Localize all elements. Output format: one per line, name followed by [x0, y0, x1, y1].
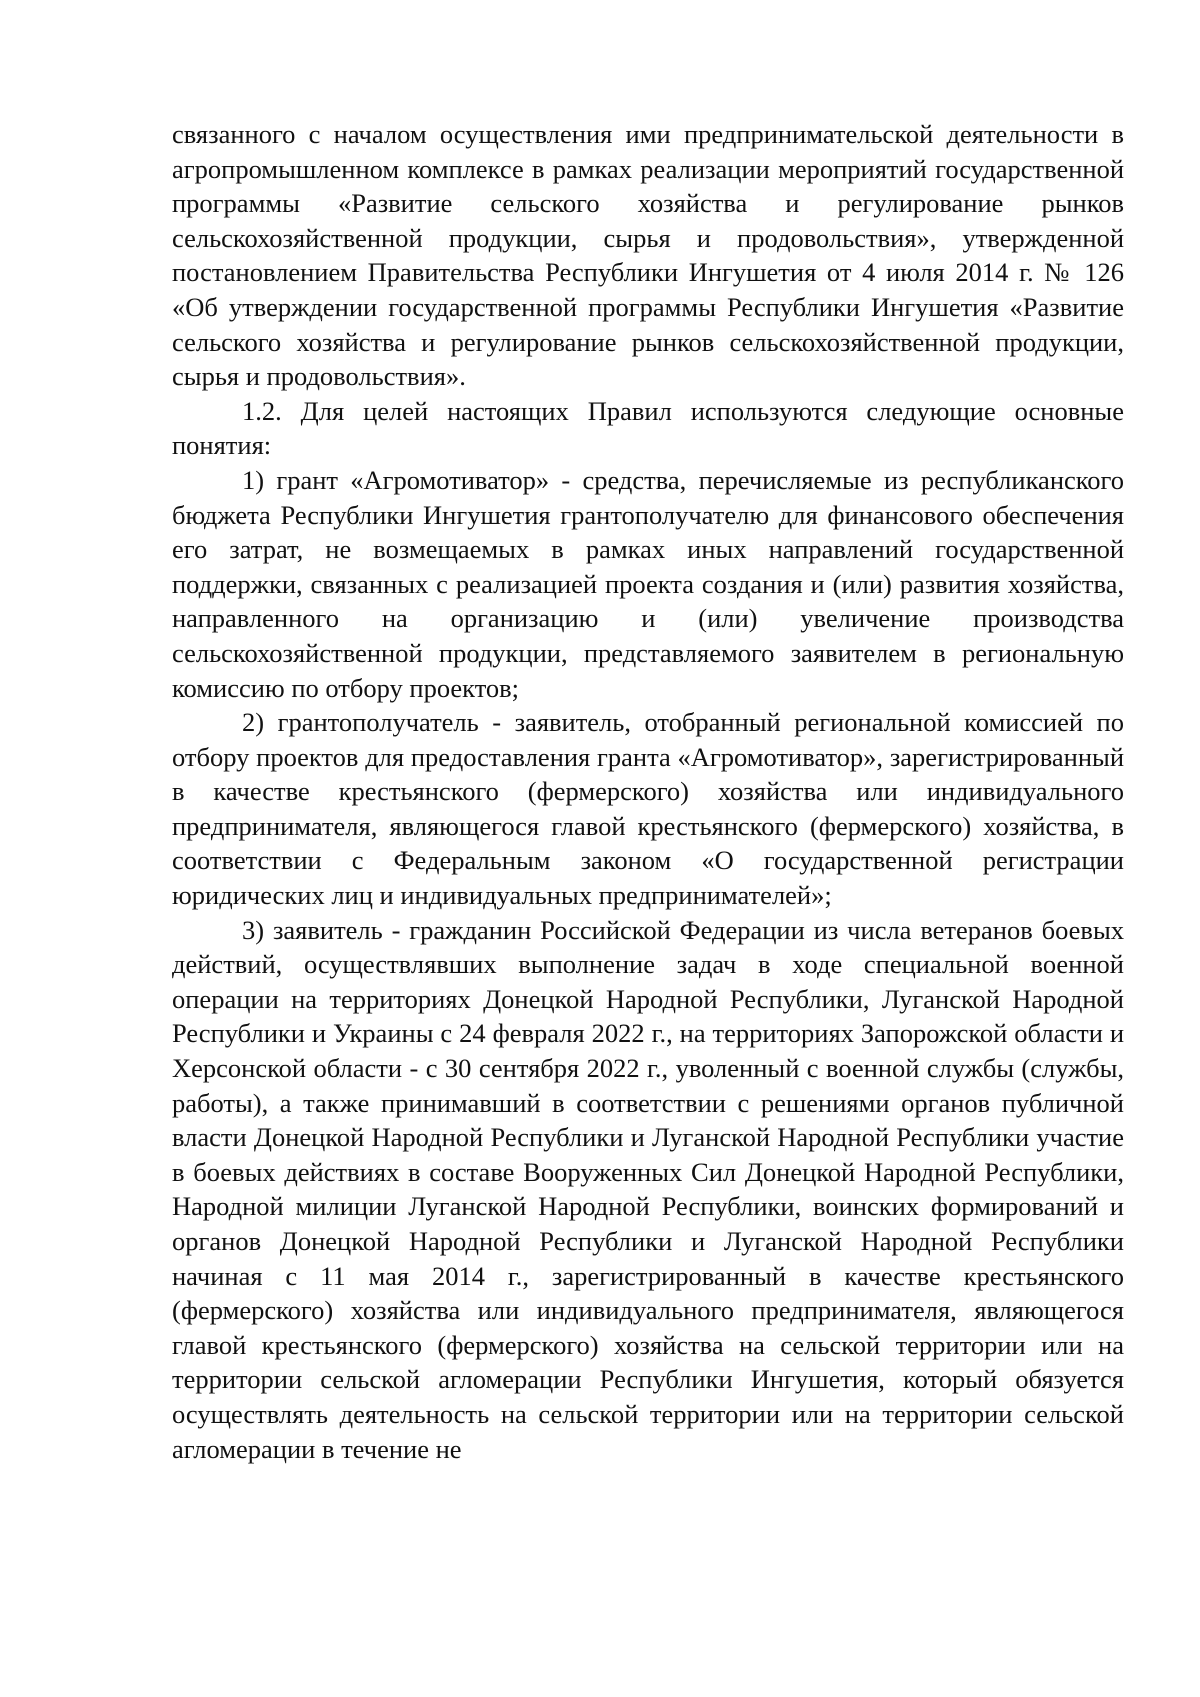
paragraph-continuation: связанного с началом осуществления ими предпринимательской деятельности в агропромышленном комплексе в рамках реализации мероприятий государственной программы «Развитие сельского хозяйства и регулирование рынков сельскохозяйственной продукции, сырья и продовольствия», утвержденной постановлением Правительства Республики Ингушетия от 4 июля 2014 г. № 126 «Об утверждении государственной программы Республики Ингушетия «Развитие сельского хозяйства и регулирование рынков сельскохозяйственной продукции, сырья и продовольствия». — [172, 119, 1124, 392]
paragraph-definition-grant-recipient: 2) грантополучатель - заявитель, отобранный региональной комиссией по отбору проектов для предоставления гранта «Агромотиватор», зарегистрированный в качестве крестьянского (фермерского) хозяйства или индивидуального предпринимателя, являющегося главой крестьянского (фермерского) хозяйства, в соответствии с Федеральным законом «О государственной регистрации юридических лиц и индивидуальных предпринимателей»; — [172, 707, 1124, 911]
paragraph-section-1-2: 1.2. Для целей настоящих Правил используются следующие основные понятия: — [172, 395, 1124, 461]
paragraph-definition-applicant: 3) заявитель - гражданин Российской Федерации из числа ветеранов боевых действий, осуществлявших выполнение задач в ходе специальной военной операции на территориях Донецкой Народной Республики, Луганской Народной Республики и Украины с 24 февраля 2022 г., на территориях Запорожской области и Херсонской области - с 30 сентября 2022 г., уволенный с военной службы (службы, работы), а также принимавший в соответствии с решениями органов публичной власти Донецкой Народной Республики и Луганской Народной Республики участие в боевых действиях в составе Вооруженных Сил Донецкой Народной Республики, Народной милиции Луганской Народной Республики, воинских формирований и органов Донецкой Народной Республики и Луганской Народной Республики начиная с 11 мая 2014 г., зарегистрированный в качестве крестьянского (фермерского) хозяйства или индивидуального предпринимателя, являющегося главой крестьянского (фермерского) хозяйства на сельской территории или на территории сельской агломерации Республики Ингушетия, который обязуется осуществлять деятельность на сельской территории или на территории сельской агломерации в течение не — [172, 914, 1124, 1464]
document-page — [172, 117, 1124, 1466]
paragraph-definition-grant: 1) грант «Агромотиватор» - средства, перечисляемые из республиканского бюджета Республики Ингушетия грантополучателю для финансового обеспечения его затрат, не возмещаемых в рамках иных направлений государственной поддержки, связанных с реализацией проекта создания и (или) развития хозяйства, направленного на организацию и (или) увеличение производства сельскохозяйственной продукции, представляемого заявителем в региональную комиссию по отбору проектов; — [172, 464, 1124, 703]
